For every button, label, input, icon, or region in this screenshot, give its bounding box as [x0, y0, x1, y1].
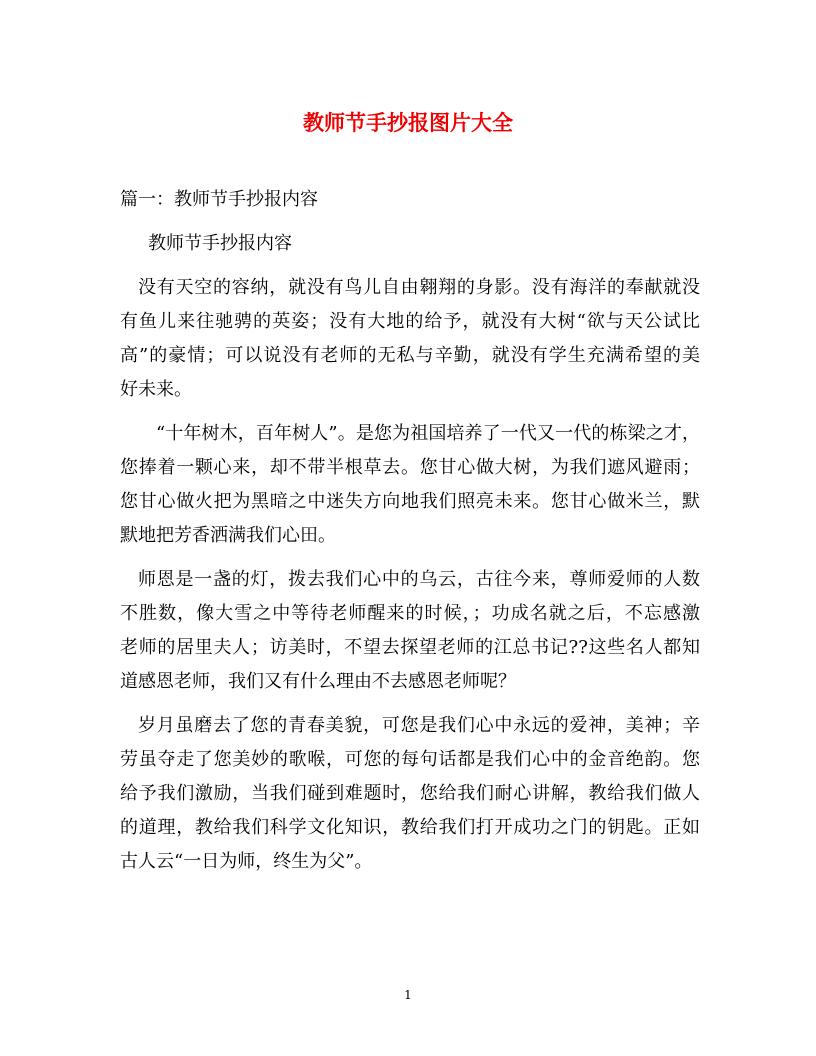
- page-number: 1: [404, 988, 412, 1002]
- paragraph-line: 师恩是一盏的灯，拨去我们心中的乌云，古往今来，尊师爱师的人数: [138, 569, 700, 590]
- paragraph-line: 不胜数，像大雪之中等待老师醒来的时候，；功成名就之后，不忘感激: [120, 603, 700, 624]
- paragraph-line: 劳虽夺走了您美妙的歌喉，可您的每句话都是我们心中的金音绝韵。您: [120, 749, 700, 770]
- paragraph-line: 您捧着一颗心来，却不带半根草去。您甘心做大树，为我们遮风避雨；: [120, 457, 700, 478]
- paragraph-line: 没有天空的容纳，就没有鸟儿自由翱翔的身影。没有海洋的奉献就没: [138, 277, 700, 298]
- paragraph: [120, 709, 700, 879]
- paragraph-line: 给予我们激励，当我们碰到难题时，您给我们耐心讲解，教给我们做人: [120, 783, 700, 804]
- paragraph: [120, 417, 700, 553]
- document-title: 教师节手抄报图片大全: [303, 110, 513, 135]
- paragraph-line: 老师的居里夫人；访美时，不望去探望老师的江总书记??这些名人都知: [120, 637, 700, 658]
- section-heading: 篇一：教师节手抄报内容: [120, 189, 318, 210]
- paragraph: [120, 563, 700, 699]
- paragraph-line: 古人云“一日为师，终生为父”。: [120, 851, 373, 872]
- paragraph-line: 岁月虽磨去了您的青春美貌，可您是我们心中永远的爱神，美神；辛: [138, 715, 700, 736]
- paragraph-line: 道感恩老师，我们又有什么理由不去感恩老师呢？: [120, 671, 516, 692]
- paragraph-line: 高”的豪情；可以说没有老师的无私与辛勤，就没有学生充满希望的美: [120, 345, 700, 366]
- paragraph: [120, 271, 700, 407]
- paragraph-line: 的道理，教给我们科学文化知识，教给我们打开成功之门的钥匙。正如: [120, 817, 700, 838]
- paragraph-line: 默地把芳香洒满我们心田。: [120, 525, 336, 546]
- paragraph-line: 好未来。: [120, 379, 192, 400]
- paragraph-line: 有鱼儿来往驰骋的英姿；没有大地的给予，就没有大树“欲与天公试比: [120, 311, 700, 332]
- paragraph-line: “十年树木，百年树人”。是您为祖国培养了一代又一代的栋梁之才，: [156, 423, 700, 444]
- document-body: [120, 183, 700, 879]
- subheading: 教师节手抄报内容: [148, 233, 292, 254]
- paragraph-line: 您甘心做火把为黑暗之中迷失方向地我们照亮未来。您甘心做米兰，默: [120, 491, 700, 512]
